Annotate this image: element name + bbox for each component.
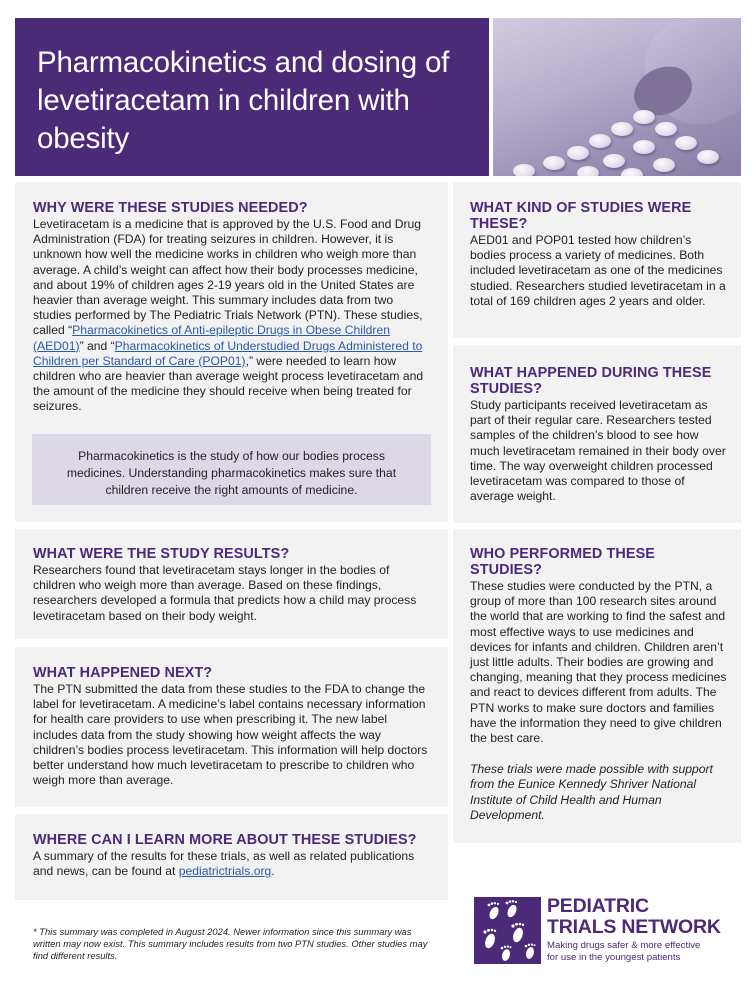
results-text: Researchers found that levetiracetam stays longer in the bodies of children who weigh more than average. Based on these findings, researchers developed a formula that predicts how a child may process levetiracetam based on their body weight. bbox=[33, 563, 417, 623]
why-heading: WHY WERE THESE STUDIES NEEDED? bbox=[33, 200, 308, 216]
pill-image bbox=[653, 158, 675, 172]
happened-during-text: Study participants received levetiracetam as part of their regular care. Researchers tested samples of the children’s blood to see how much levetiracetam remained in their body over time. The way overweight children processed levetiracetam was compared to those of average weight. bbox=[470, 398, 726, 504]
pill-image bbox=[621, 168, 643, 176]
footprints-icon bbox=[474, 897, 541, 964]
pill-image bbox=[633, 110, 655, 124]
pill-image bbox=[611, 122, 633, 136]
logo-tagline: Making drugs safer & more effective for use in the youngest patients bbox=[547, 940, 701, 963]
aed01-study-link[interactable]: Pharmacokinetics of Anti-epileptic Drugs in Obese Children (AED01) bbox=[33, 323, 390, 353]
pharmacokinetics-callout bbox=[32, 434, 431, 505]
pill-image bbox=[543, 156, 565, 170]
kind-text: AED01 and POP01 tested how children’s bodies process a variety of medicines. Both included levetiracetam as one of the medicines studied. Researchers studied levetiracetam in a total of 169 children ages 2 years and older. bbox=[470, 233, 726, 308]
performed-heading: WHO PERFORMED THESE STUDIES? bbox=[470, 546, 655, 578]
study-results-panel bbox=[15, 529, 448, 639]
pill-image bbox=[513, 164, 535, 176]
pill-image bbox=[697, 150, 719, 164]
ptn-logo bbox=[474, 897, 744, 967]
learn-more-panel bbox=[15, 814, 448, 900]
title-banner bbox=[15, 18, 489, 176]
learn-more-heading: WHERE CAN I LEARN MORE ABOUT THESE STUDIES? bbox=[33, 832, 417, 848]
performed-text: These studies were conducted by the PTN, a group of more than 100 research sites around the world that are working to find the safest and most effective ways to use medicines and devices for infants and children. Children aren’t just little adults. Their bodies are growing and changing, meaning that they process medicines and react to devices different from adults. The PTN works to make sure doctors and families have the information they need to give children the best care. bbox=[470, 579, 727, 746]
pill-image bbox=[589, 134, 611, 148]
next-text: The PTN submitted the data from these studies to the FDA to change the label for levetiracetam. A medicine’s label contains necessary information for health care providers to use when prescribing it. The new label includes data from the study showing how weight affects the way children’s bodies process levetiracetam. This information will help doctors better understand how much levetiracetam to prescribe to children who weigh more than average. bbox=[33, 682, 428, 788]
happened-during-heading: WHAT HAPPENED DURING THESE STUDIES? bbox=[470, 365, 712, 397]
learn-more-text: A summary of the results for these trials, as well as related publications and news, can be found at pediatrictrials.org. bbox=[33, 849, 415, 879]
pills-photo bbox=[493, 18, 741, 176]
why-text: Levetiracetam is a medicine that is approved by the U.S. Food and Drug Administration (FDA) for treating seizures in children. However, it is unknown how well the medicine works in children who weigh more than average. A child’s weight can affect how their body processes medicine, and about 19% of children ages 2-19 years old in the United States are heavier than average weight. This summary includes data from two studies performed by The Pediatric Trials Network (PTN). These studies, called “Pharmacokinetics of Anti-epileptic Drugs in Obese Children (AED01)” and “Pharmacokinetics of Understudied Drugs Administered to Children per Standard of Care (POP01),” were needed to learn how children who are heavier than average weight process levetiracetam and the amount of the medicine they should receive when being treated for seizures. bbox=[33, 217, 424, 414]
what-happened-next-panel bbox=[15, 647, 448, 807]
logo-title: PEDIATRIC TRIALS NETWORK bbox=[547, 895, 721, 938]
pill-image bbox=[603, 154, 625, 168]
pediatrictrials-link[interactable]: pediatrictrials.org bbox=[178, 864, 272, 879]
pill-image bbox=[633, 140, 655, 154]
kind-of-studies-panel bbox=[453, 182, 741, 338]
support-text: These trials were made possible with support from the Eunice Kennedy Shriver National Institute of Child Health and Human Development. bbox=[470, 762, 713, 822]
footnote: * This summary was completed in August 2024. Newer information since this summary was written may now exist. This summary includes results from two PTN studies. Other studies may find different results. bbox=[33, 926, 428, 962]
pill-image bbox=[655, 122, 677, 136]
pill-image bbox=[675, 136, 697, 150]
page-title: Pharmacokinetics and dosing of levetiracetam in children with obesity bbox=[37, 46, 450, 155]
who-performed-panel bbox=[453, 529, 741, 843]
next-heading: WHAT HAPPENED NEXT? bbox=[33, 665, 213, 681]
pop01-study-link[interactable]: Pharmacokinetics of Understudied Drugs Administered to Children per Standard of Care (POP01) bbox=[33, 338, 423, 368]
kind-heading: WHAT KIND OF STUDIES WERE THESE? bbox=[470, 200, 692, 232]
happened-during-panel bbox=[453, 345, 741, 523]
pill-image bbox=[577, 166, 599, 176]
pill-image bbox=[567, 146, 589, 160]
results-heading: WHAT WERE THE STUDY RESULTS? bbox=[33, 546, 290, 562]
callout-text: Pharmacokinetics is the study of how our bodies process medicines. Understanding pharmacokinetics makes sure that children receive the right amounts of medicine. bbox=[66, 449, 397, 497]
